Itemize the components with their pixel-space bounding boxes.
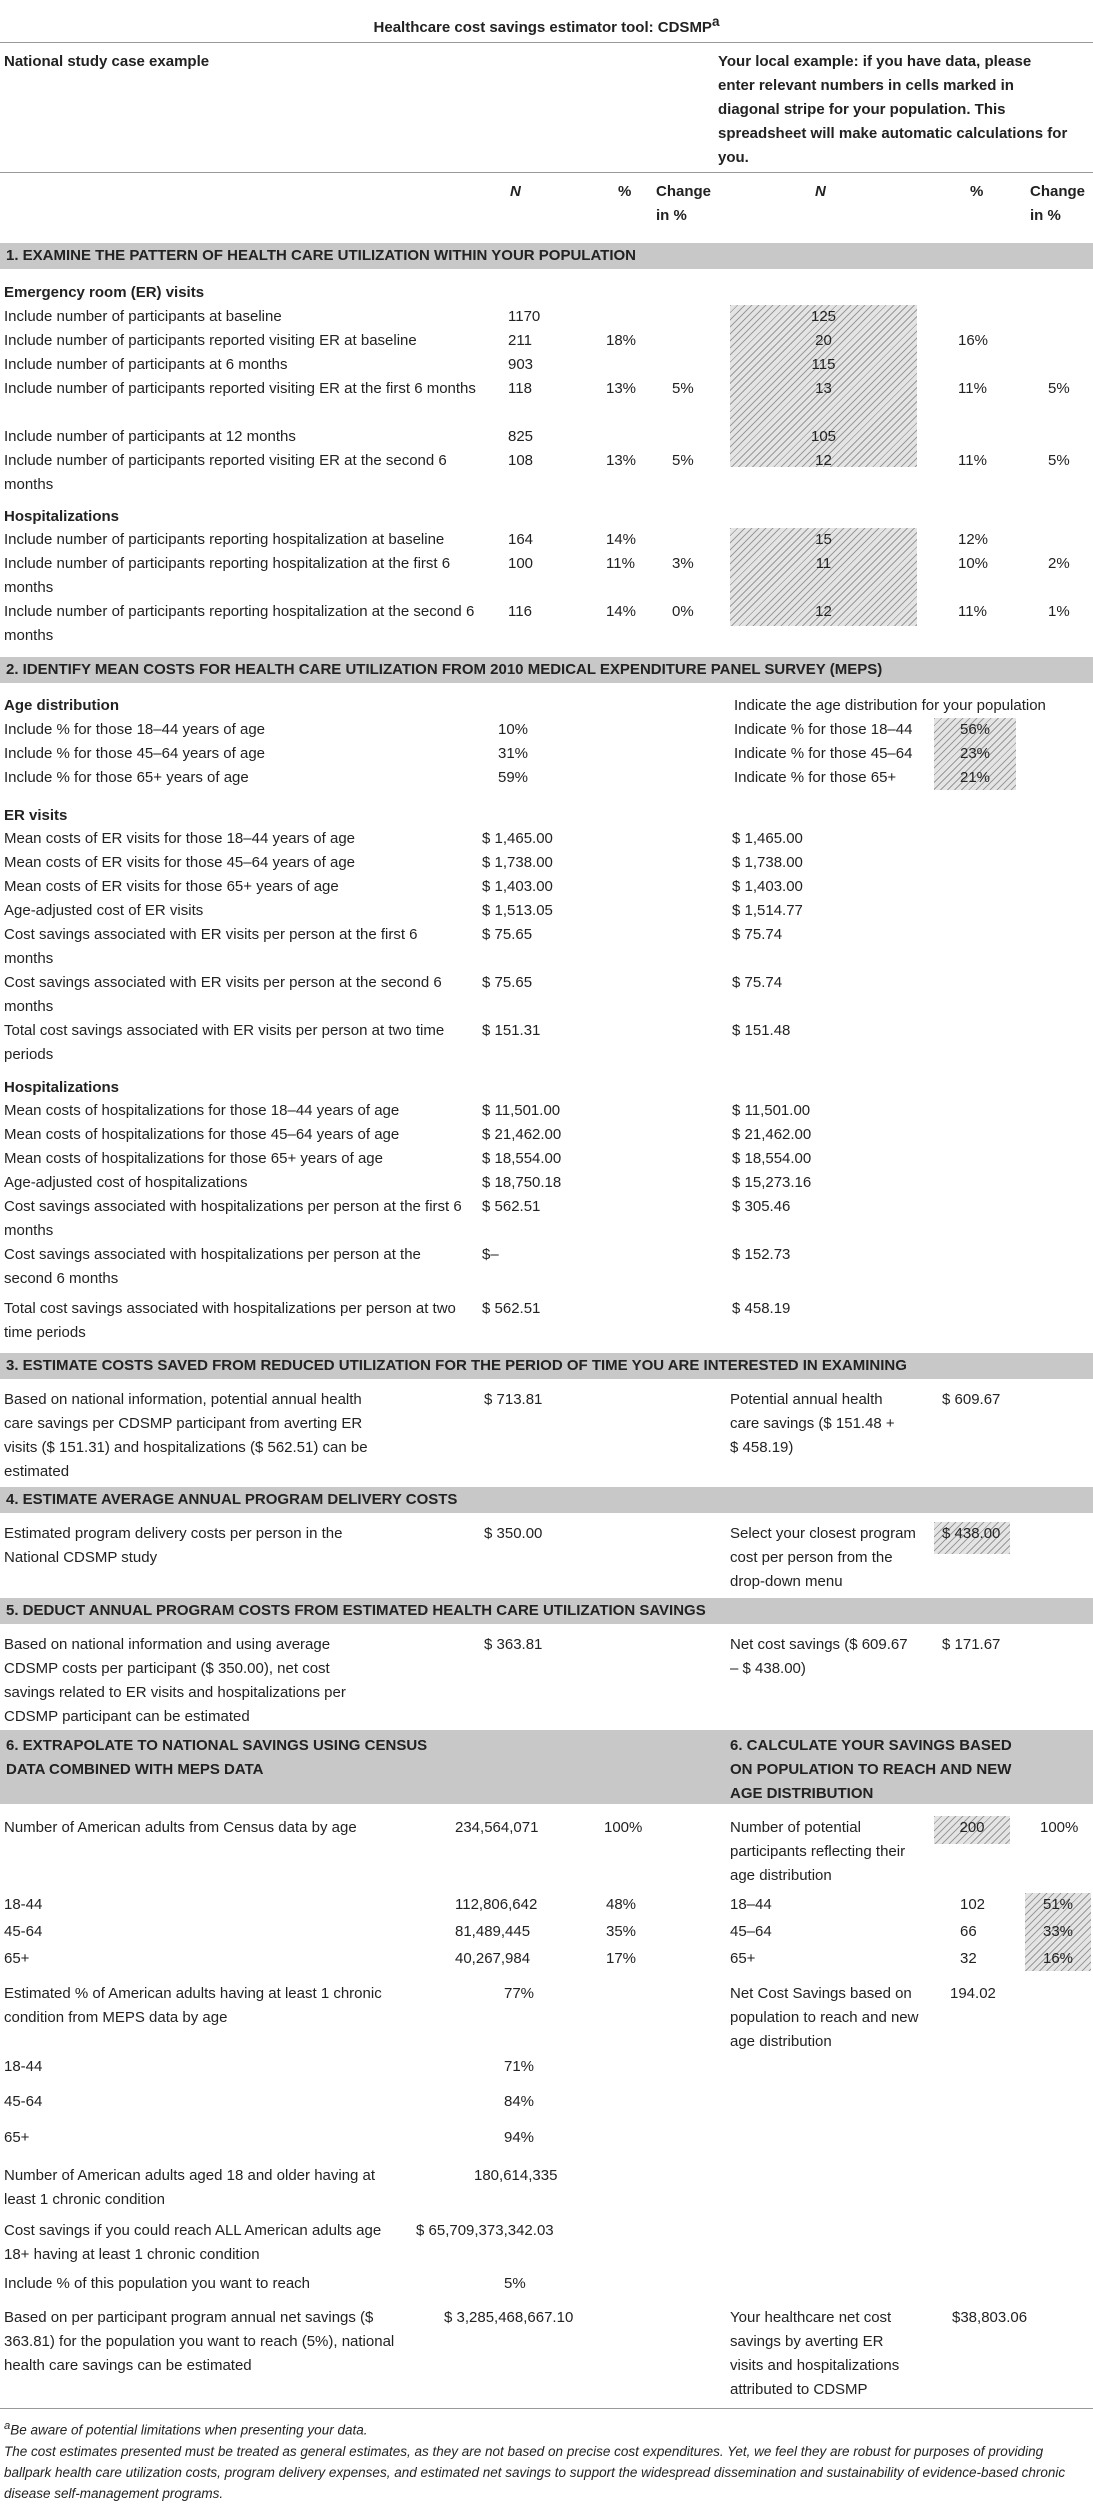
local-age-value: 32 — [960, 1950, 977, 1967]
chronic-age-label: 18-44 — [4, 2058, 43, 2075]
census-age-label: 18-44 — [4, 1896, 43, 1913]
er-cost-value: $ 1,738.00 — [482, 854, 553, 871]
potential-pct: 100% — [1040, 1819, 1079, 1836]
age-row-local-label: Indicate % for those 45–64 — [734, 745, 913, 762]
er-row-n: 211 — [508, 332, 532, 349]
hosp-row-local-pct: 10% — [958, 555, 989, 572]
national-header: National study case example — [4, 53, 210, 70]
er-cost-local-value: $ 1,465.00 — [732, 830, 803, 847]
hosp-row-pct: 11% — [606, 555, 635, 572]
potential-value[interactable]: 200 — [959, 1819, 985, 1836]
er-row-local-change: 5% — [1048, 452, 1070, 469]
er-cost-local-value: $ 1,514.77 — [732, 902, 803, 919]
hosp-cost-label: Cost savings associated with hospitalizations per person at the second 6 months — [4, 1246, 421, 1287]
local-age-value: 66 — [960, 1923, 977, 1940]
er-cost-label: Mean costs of ER visits for those 65+ years of age — [4, 878, 339, 895]
your-label: Your healthcare net cost savings by averting ER visits and hospitalizations attributed to CDSMP — [730, 2309, 900, 2398]
local-age-label: 45–64 — [730, 1923, 772, 1940]
er-row-label: Include number of participants at 6 months — [4, 356, 288, 373]
n18-label: Number of American adults aged 18 and older having at least 1 chronic condition — [4, 2167, 376, 2208]
er-cost-label: Total cost savings associated with ER visits per person at two time periods — [4, 1022, 445, 1063]
col-local-n: N — [815, 183, 826, 200]
hosp-row-label: Include number of participants reporting hospitalization at the second 6 months — [4, 603, 475, 644]
age-row-label: Include % for those 45–64 years of age — [4, 745, 266, 762]
er-row-n: 903 — [508, 356, 534, 373]
er-row-local-change: 5% — [1048, 380, 1070, 397]
hosp-row-change: 0% — [672, 603, 694, 620]
hosp-cost-local-value: $ 18,554.00 — [732, 1150, 812, 1167]
chronic-age-value: 84% — [504, 2093, 535, 2110]
hosp-title: Hospitalizations — [4, 508, 120, 525]
potential-label: Number of potential participants reflecting their age distribution — [730, 1819, 906, 1884]
age-row-local-label: Indicate % for those 65+ — [734, 769, 897, 786]
s3-local-label: Potential annual health care savings ($ 151.48 + $ 458.19) — [730, 1391, 895, 1456]
hosp-cost-label: Age-adjusted cost of hospitalizations — [4, 1174, 248, 1191]
s6-local-title: 6. CALCULATE YOUR SAVINGS BASED ON POPULATION TO REACH AND NEW AGE DISTRIBUTION — [730, 1737, 1012, 1802]
er-row-n: 108 — [508, 452, 534, 469]
er-row-local-n[interactable]: 20 — [815, 332, 832, 349]
hosp-row-change: 3% — [672, 555, 694, 572]
er-row-local-n[interactable]: 12 — [815, 452, 832, 469]
local-age-value: 102 — [960, 1896, 986, 1913]
local-age-pct[interactable]: 16% — [1042, 1950, 1074, 1967]
census-age-value: 112,806,642 — [455, 1896, 538, 1913]
census-age-label: 45-64 — [4, 1923, 43, 1940]
chronic-age-label: 65+ — [4, 2129, 30, 2146]
age-row-value: 31% — [498, 745, 529, 762]
census-age-pct: 48% — [606, 1896, 637, 1913]
hosp-cost-label: Total cost savings associated with hospitalizations per person at two time periods — [4, 1300, 456, 1341]
local-age-pct[interactable]: 33% — [1042, 1923, 1074, 1940]
hosp-cost-local-value: $ 21,462.00 — [732, 1126, 812, 1143]
er-cost-local-value: $ 75.74 — [732, 974, 783, 991]
er-row-local-n[interactable]: 125 — [810, 308, 837, 325]
age-row-label: Include % for those 18–44 years of age — [4, 721, 266, 738]
s3-value: $ 713.81 — [484, 1391, 543, 1408]
hosp-cost-label: Cost savings associated with hospitalizations per person at the first 6 months — [4, 1198, 462, 1239]
hosp-cost-local-value: $ 152.73 — [732, 1246, 791, 1263]
hosp-costs-title: Hospitalizations — [4, 1079, 120, 1096]
hosp-row-local-change: 1% — [1048, 603, 1070, 620]
s4-local-label: Select your closest program cost per person from the drop-down menu — [730, 1525, 916, 1590]
er-title: Emergency room (ER) visits — [4, 284, 205, 301]
based-value: $ 3,285,468,667.10 — [444, 2309, 574, 2326]
er-row-local-n[interactable]: 105 — [810, 428, 837, 445]
age-local-title: Indicate the age distribution for your population — [734, 697, 1046, 714]
age-row-value: 10% — [498, 721, 529, 738]
er-row-label: Include number of participants reported visiting ER at the second 6 months — [4, 452, 447, 493]
your-value: $38,803.06 — [952, 2309, 1028, 2326]
age-row-label: Include % for those 65+ years of age — [4, 769, 249, 786]
er-row-local-n[interactable]: 115 — [811, 356, 836, 373]
hosp-row-local-n[interactable]: 11 — [815, 555, 832, 572]
col-local-change: Change in % — [1030, 183, 1086, 224]
er-cost-label: Cost savings associated with ER visits per person at the first 6 months — [4, 926, 418, 967]
section-4-header: 4. ESTIMATE AVERAGE ANNUAL PROGRAM DELIVERY COSTS — [0, 1487, 1093, 1513]
er-row-pct: 13% — [606, 380, 637, 397]
er-cost-label: Mean costs of ER visits for those 45–64 years of age — [4, 854, 356, 871]
chronic-age-value: 94% — [504, 2129, 535, 2146]
er-row-pct: 13% — [606, 452, 637, 469]
er-row-label: Include number of participants reported visiting ER at the first 6 months — [4, 380, 476, 397]
hosp-row-local-n[interactable]: 12 — [815, 603, 832, 620]
hosp-row-n: 164 — [508, 531, 534, 548]
reach-label: Include % of this population you want to reach — [4, 2275, 311, 2292]
er-cost-value: $ 151.31 — [482, 1022, 541, 1039]
reach-value: 5% — [504, 2275, 526, 2292]
er-cost-local-value: $ 1,403.00 — [732, 878, 803, 895]
local-header: Your local example: if you have data, please enter relevant numbers in cells marked in diagonal stripe for your population. This spreadsheet will make automatic calculations for you. — [718, 53, 1068, 166]
er-row-local-pct: 11% — [958, 380, 987, 397]
age-row-local-value[interactable]: 56% — [959, 721, 991, 738]
er-row-change: 5% — [672, 452, 694, 469]
er-row-n: 1170 — [508, 308, 541, 325]
hosp-cost-local-value: $ 458.19 — [732, 1300, 791, 1317]
hosp-cost-value: $ 562.51 — [482, 1198, 541, 1215]
local-age-label: 18–44 — [730, 1896, 772, 1913]
hosp-row-local-n[interactable]: 15 — [815, 531, 832, 548]
census-age-value: 40,267,984 — [455, 1950, 531, 1967]
s5-label: Based on national information and using average CDSMP costs per participant ($ 350.00), net cost savings related to ER visits and hospitalizations per CDSMP participant can be estimated — [4, 1636, 346, 1725]
section-2-header: 2. IDENTIFY MEAN COSTS FOR HEALTH CARE UTILIZATION FROM 2010 MEDICAL EXPENDITURE PANEL SURVEY (MEPS) — [0, 657, 1093, 683]
table-title: Healthcare cost savings estimator tool: CDSMP$^a$ — [373, 14, 720, 36]
age-row-local-label: Indicate % for those 18–44 — [734, 721, 913, 738]
hosp-row-n: 100 — [508, 555, 534, 572]
census-age-pct: 17% — [606, 1950, 637, 1967]
er-cost-value: $ 75.65 — [482, 974, 533, 991]
hosp-cost-local-value: $ 305.46 — [732, 1198, 791, 1215]
hosp-cost-value: $ 18,750.18 — [482, 1174, 562, 1191]
based-label: Based on per participant program annual net savings ($ 363.81) for the population you want to reach (5%), national health care savings can be estimated — [4, 2309, 395, 2374]
er-cost-label: Mean costs of ER visits for those 18–44 years of age — [4, 830, 356, 847]
net-value: 194.02 — [950, 1985, 996, 2002]
er-cost-value: $ 1,403.00 — [482, 878, 553, 895]
chronic-label: Estimated % of American adults having at least 1 chronic condition from MEPS data by age — [4, 1985, 382, 2026]
col-local-pct: % — [970, 183, 984, 200]
col-change: Change in % — [656, 183, 712, 224]
hosp-cost-label: Mean costs of hospitalizations for those 65+ years of age — [4, 1150, 383, 1167]
s3-label: Based on national information, potential annual health care savings per CDSMP participant from averting ER visits ($ 151.31) and hospitalizations ($ 562.51) can be estimated — [4, 1391, 368, 1480]
er-costs-title: ER visits — [4, 807, 68, 824]
chronic-value: 77% — [504, 1985, 535, 2002]
hosp-cost-local-value: $ 11,501.00 — [732, 1102, 811, 1119]
hosp-row-n: 116 — [508, 603, 532, 620]
er-row-local-pct: 11% — [958, 452, 987, 469]
col-pct: % — [618, 183, 632, 200]
er-cost-local-value: $ 151.48 — [732, 1022, 791, 1039]
er-row-label: Include number of participants at baseline — [4, 308, 282, 325]
hosp-cost-value: $ 11,501.00 — [482, 1102, 561, 1119]
hosp-cost-value: $ 21,462.00 — [482, 1126, 562, 1143]
er-cost-label: Cost savings associated with ER visits per person at the second 6 months — [4, 974, 442, 1015]
net-label: Net Cost Savings based on population to reach and new age distribution — [730, 1985, 919, 2050]
er-row-change: 5% — [672, 380, 694, 397]
col-n: N — [510, 183, 521, 200]
chronic-age-label: 45-64 — [4, 2093, 43, 2110]
s6-title: 6. EXTRAPOLATE TO NATIONAL SAVINGS USING CENSUS DATA COMBINED WITH MEPS DATA — [6, 1737, 428, 1778]
section-5-header: 5. DEDUCT ANNUAL PROGRAM COSTS FROM ESTIMATED HEALTH CARE UTILIZATION SAVINGS — [0, 1598, 1093, 1624]
er-row-local-n[interactable]: 13 — [815, 380, 832, 397]
local-age-label: 65+ — [730, 1950, 756, 1967]
s5-local-label: Net cost savings ($ 609.67 – $ 438.00) — [730, 1636, 908, 1677]
s4-label: Estimated program delivery costs per person in the National CDSMP study — [4, 1525, 343, 1566]
er-cost-value: $ 1,465.00 — [482, 830, 553, 847]
section-3-header: 3. ESTIMATE COSTS SAVED FROM REDUCED UTILIZATION FOR THE PERIOD OF TIME YOU ARE INTERESTED IN EXAMINING — [0, 1353, 1093, 1379]
hosp-row-local-pct: 12% — [958, 531, 989, 548]
adults-value: 234,564,071 — [455, 1819, 539, 1836]
er-row-pct: 18% — [606, 332, 637, 349]
footnote: $^a$Be aware of potential limitations when presenting your data. The cost estimates presented must be treated as general estimates, as they are not based on precise cost expenditures. Yet, we feel they are robust for purposes of providing ballpark health care utilization costs, program delivery expenses, and estimated net savings to support the widespread dissemination and sustainability of evidence-based chronic disease self-management programs. — [4, 2420, 1066, 2501]
age-row-local-value[interactable]: 21% — [959, 769, 991, 786]
age-title: Age distribution — [4, 697, 119, 714]
n18-value: 180,614,335 — [474, 2167, 558, 2184]
section-1-header: 1. EXAMINE THE PATTERN OF HEALTH CARE UTILIZATION WITHIN YOUR POPULATION — [0, 243, 1093, 269]
hosp-row-local-change: 2% — [1048, 555, 1070, 572]
hosp-cost-value: $ 562.51 — [482, 1300, 541, 1317]
s4-local-value[interactable]: $ 438.00 — [942, 1525, 1001, 1542]
hosp-cost-local-value: $ 15,273.16 — [732, 1174, 812, 1191]
all-label: Cost savings if you could reach ALL American adults age 18+ having at least 1 chronic condition — [4, 2222, 382, 2263]
er-row-label: Include number of participants at 12 months — [4, 428, 296, 445]
census-age-value: 81,489,445 — [455, 1923, 531, 1940]
census-age-label: 65+ — [4, 1950, 30, 1967]
er-row-n: 118 — [508, 380, 532, 397]
age-row-value: 59% — [498, 769, 529, 786]
hosp-cost-label: Mean costs of hospitalizations for those 18–44 years of age — [4, 1102, 400, 1119]
s4-value: $ 350.00 — [484, 1525, 543, 1542]
hosp-row-pct: 14% — [606, 603, 637, 620]
s3-local-value: $ 609.67 — [942, 1391, 1001, 1408]
er-cost-local-value: $ 1,738.00 — [732, 854, 803, 871]
s5-local-value: $ 171.67 — [942, 1636, 1001, 1653]
all-value: $ 65,709,373,342.03 — [416, 2222, 554, 2239]
er-row-local-pct: 16% — [958, 332, 989, 349]
hosp-row-label: Include number of participants reporting hospitalization at the first 6 months — [4, 555, 451, 596]
age-row-local-value[interactable]: 23% — [959, 745, 991, 762]
s5-value: $ 363.81 — [484, 1636, 543, 1653]
er-row-label: Include number of participants reported visiting ER at baseline — [4, 332, 417, 349]
hosp-cost-label: Mean costs of hospitalizations for those 45–64 years of age — [4, 1126, 400, 1143]
er-cost-label: Age-adjusted cost of ER visits — [4, 902, 204, 919]
adults-label: Number of American adults from Census data by age — [4, 1819, 357, 1836]
hosp-cost-value: $ 18,554.00 — [482, 1150, 562, 1167]
er-cost-value: $ 1,513.05 — [482, 902, 553, 919]
chronic-age-value: 71% — [504, 2058, 535, 2075]
hosp-row-pct: 14% — [606, 531, 637, 548]
er-cost-value: $ 75.65 — [482, 926, 533, 943]
er-cost-local-value: $ 75.74 — [732, 926, 783, 943]
census-age-pct: 35% — [606, 1923, 637, 1940]
hosp-row-label: Include number of participants reporting hospitalization at baseline — [4, 531, 445, 548]
er-row-n: 825 — [508, 428, 534, 445]
hosp-row-local-pct: 11% — [958, 603, 987, 620]
hosp-cost-value: $– — [482, 1246, 499, 1263]
local-age-pct[interactable]: 51% — [1042, 1896, 1074, 1913]
adults-pct: 100% — [604, 1819, 643, 1836]
